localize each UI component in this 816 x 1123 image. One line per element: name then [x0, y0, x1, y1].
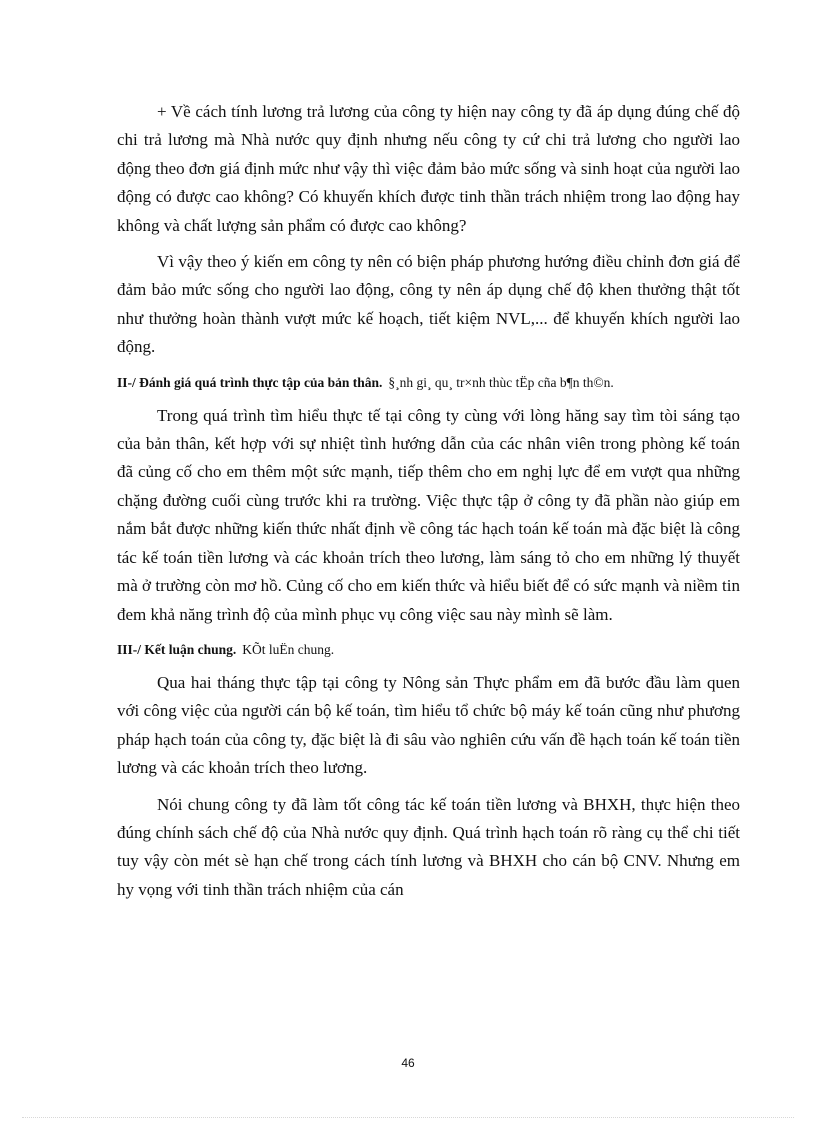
page-number: 46 — [401, 1056, 415, 1070]
paragraph-internship-summary: Qua hai tháng thực tập tại công ty Nông sản Thực phẩm em đã bước đầu làm quen với công việc của người cán bộ kế toán, tìm hiểu tổ chức bộ máy kế toán cũng như phương pháp hạch toán của công ty, đặc biệt là đi sâu vào nghiên cứu vấn đề hạch toán kế toán tiền lương và các khoản trích theo lương. — [117, 672, 740, 778]
paragraph-recommendation: Vì vậy theo ý kiến em công ty nên có biện pháp phương hướng điều chỉnh đơn giá để đảm bảo mức sống cho người lao động, công ty nên áp dụng chế độ khen thưởng thật tốt như thưởng hoàn thành vượt mức kế hoạch, tiết kiệm NVL,... để khuyến khích người lao động. — [117, 252, 740, 357]
section-heading-conclusion — [117, 639, 740, 660]
heading-garbled-text: KÕt luËn chung. — [242, 641, 335, 657]
heading-title: II-/ Đánh giá quá trình thực tập của bản thân. — [117, 374, 383, 390]
paragraph-general-conclusion: Nói chung công ty đã làm tốt công tác kế toán tiền lương và BHXH, thực hiện theo đúng chính sách chế độ của Nhà nước quy định. Quá trình hạch toán rõ ràng cụ thể chi tiết tuy vậy còn mét sè hạn chế trong cách tính lương và BHXH cho cán bộ CNV. Nhưng em hy vọng với tinh thần trách nhiệm của cán — [117, 794, 740, 899]
paragraph-salary-calculation: + Về cách tính lương trả lương của công ty hiện nay công ty đã áp dụng đúng chế độ chi trả lương mà Nhà nước quy định nhưng nếu công ty cứ chi trả lương cho người lao động theo đơn giá định mức như vậy thì việc đảm bảo mức sống và sinh hoạt của người lao động có được cao không? Có khuyến khích được tinh thần trách nhiệm trong lao động hay không và chất lượng sản phẩm có được cao không? — [117, 102, 740, 235]
paragraph-internship-experience: Trong quá trình tìm hiểu thực tế tại công ty cùng với lòng hăng say tìm tòi sáng tạo của bản thân, kết hợp với sự nhiệt tình hướng dẫn của các nhân viên trong phòng kế toán đã củng cố cho em thêm một sức mạnh, tiếp thêm cho em nghị lực để em vượt qua những chặng đường cuối cùng trước khi ra trường. Việc thực tập ở công ty đã phần nào giúp em nắm bắt được những kiến thức nhất định về công tác hạch toán kế toán mà đặc biệt là công tác kế toán tiền lương và các khoản trích theo lương, làm sáng tỏ cho em những lý thuyết mà ở trường còn mơ hồ. Củng cố cho em kiến thức và hiểu biết để có sức mạnh và niềm tin đem khả năng trình độ của mình phục vụ công việc sau này mình sẽ làm. — [117, 405, 740, 624]
page-content — [117, 98, 740, 912]
footer-divider — [22, 1117, 794, 1118]
section-heading-self-assessment — [117, 372, 740, 393]
heading-garbled-text: §¸nh gi¸ qu¸ tr×nh thùc tËp cña b¶n th©n. — [388, 374, 614, 390]
heading-title: III-/ Kết luận chung. — [117, 641, 237, 657]
